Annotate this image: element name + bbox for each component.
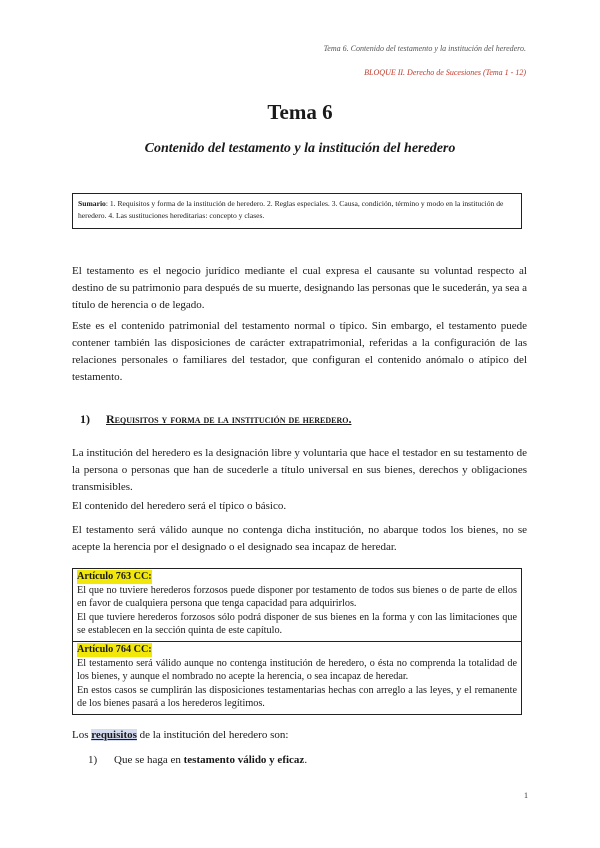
section-number: 1) [80, 412, 90, 426]
running-header: Tema 6. Contenido del testamento y la institución del heredero. [323, 44, 526, 53]
article-text: El que no tuviere herederos forzosos puede disponer por testamento de todos sus bienes o de parte de ellos en favor de cualquiera persona que tenga capacidad para adquirirlos. [77, 584, 517, 609]
paragraph-institucion: La institución del heredero es la designación libre y voluntaria que hace el testador en su testamento de la persona o personas que han de sucederle a título universal en sus bienes, derechos y obligaciones transmisibles. [72, 447, 527, 493]
article-box-763 [72, 568, 522, 642]
article-text: El testamento será válido aunque no contenga institución de heredero, o ésta no comprenda la totalidad de los bienes, y aunque el nombrado no acepte la herencia, o sea incapaz de heredar. [77, 657, 517, 682]
requisitos-suffix: de la institución del heredero son: [136, 729, 289, 741]
summary-text: : 1. Requisitos y forma de la institución de heredero. 2. Reglas especiales. 3. Causa, condición, término y modo en la institución de heredero. 4. Las sustituciones hereditarias: concepto y clases. [78, 199, 504, 220]
paragraph-requisitos [72, 727, 527, 744]
article-box-764 [72, 642, 522, 715]
page-number: 1 [524, 791, 528, 800]
paragraph-contenido: El contenido del heredero será el típico o básico. [72, 500, 287, 512]
list-item-suffix: . [304, 754, 308, 766]
list-item-prefix: Que se haga en [114, 754, 184, 766]
summary-box [72, 193, 522, 229]
section-heading [80, 412, 351, 427]
article-text: El que tuviere herederos forzosos sólo podrá disponer de sus bienes en la forma y con las limitaciones que se establecen en la sección quinta de este capítulo. [77, 611, 517, 636]
paragraph-definition: El testamento es el negocio jurídico mediante el cual expresa el causante su voluntad respecto al destino de su patrimonio para después de su muerte, designando las personas que le sucederán, ya sea a título de herencia o de legado. [72, 265, 527, 311]
article-label: Artículo 764 CC: [77, 644, 152, 655]
page-subtitle: Contenido del testamento y la institución del heredero [144, 141, 456, 156]
requisitos-highlight: requisitos [91, 729, 137, 741]
article-label: Artículo 763 CC: [77, 571, 152, 582]
page-title: Tema 6 [267, 100, 333, 124]
list-item [88, 752, 307, 769]
paragraph-content: Este es el contenido patrimonial del testamento normal o típico. Sin embargo, el testamento puede contener también las disposiciones de carácter extrapatrimonial, referidas a la configuración de las relaciones personales o familiares del testador, que configuran el contenido anómalo o atípico del testamento. [72, 320, 527, 383]
list-item-bold: testamento válido y eficaz [183, 754, 305, 766]
block-header: BLOQUE II. Derecho de Sucesiones (Tema 1 - 12) [364, 68, 526, 77]
article-text: En estos casos se cumplirán las disposiciones testamentarias hechas con arreglo a las leyes, y el remanente de los bienes pasará a los herederos legítimos. [77, 684, 517, 709]
summary-label: Sumario [78, 199, 106, 208]
section-title: Requisitos y forma de la institución de heredero. [106, 412, 352, 426]
paragraph-validez: El testamento será válido aunque no contenga dicha institución, no abarque todos los bienes, no se acepte la herencia por el designado o el designado sea incapaz de heredar. [72, 524, 527, 553]
list-item-number: 1) [88, 754, 98, 766]
requisitos-prefix: Los [72, 729, 92, 741]
